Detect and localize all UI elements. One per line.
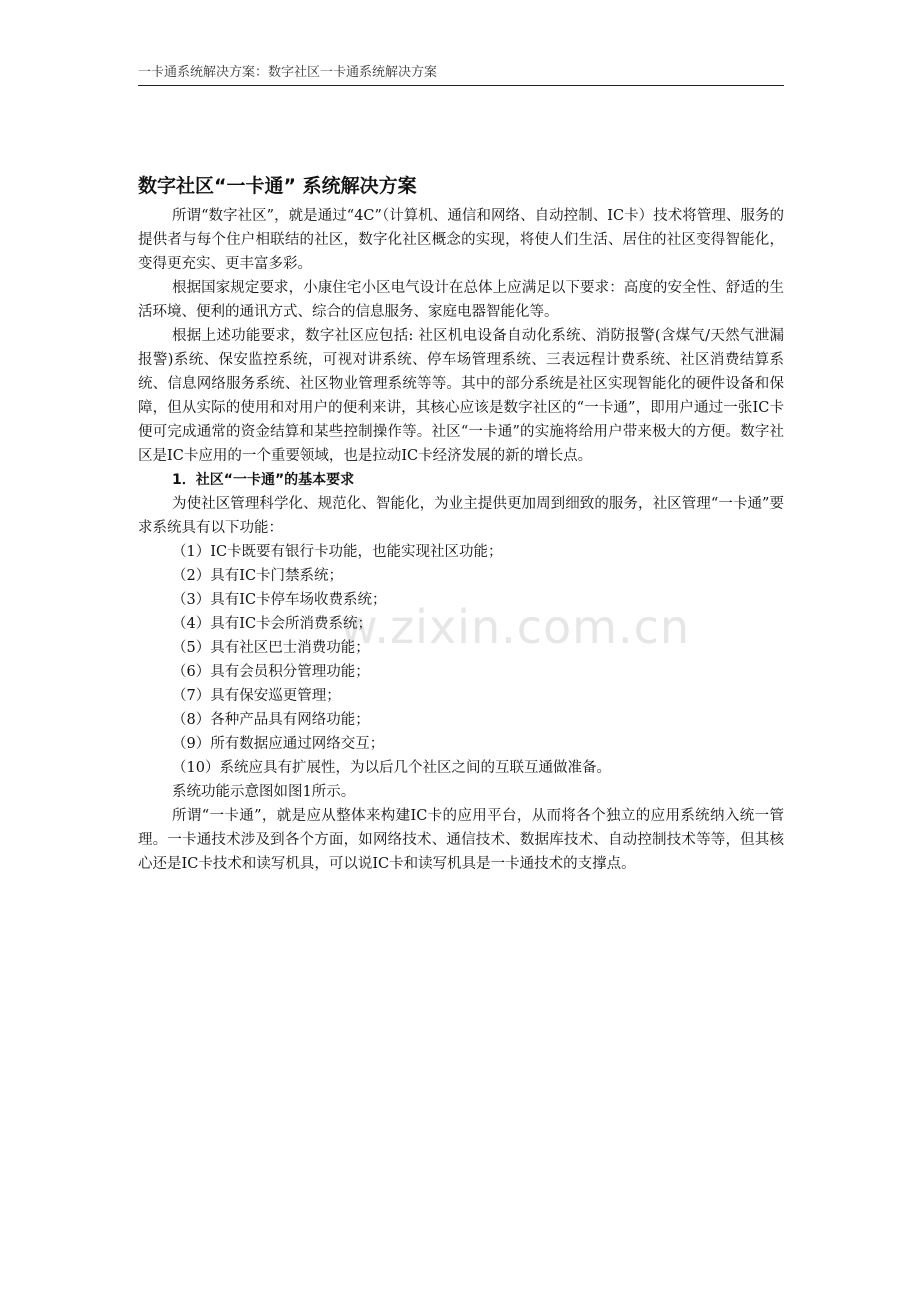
paragraph-one-card-definition: 所谓“一卡通”，就是应从整体来构建IC卡的应用平台，从而将各个独立的应用系统纳入统一管理。一卡通技术涉及到各个方面，如网络技术、通信技术、数据库技术、自动控制技术等等，但其核心还是IC卡技术和读写机具，可以说IC卡和读写机具是一卡通技术的支撑点。 <box>138 808 784 872</box>
list-item: （7）具有保安巡更管理； <box>172 688 341 704</box>
list-item: （3）具有IC卡停车场收费系统； <box>172 592 387 608</box>
list-item: （9）所有数据应通过网络交互； <box>172 736 385 752</box>
document-title: 数字社区“一卡通” 系统解决方案 <box>138 175 417 197</box>
list-item: （4）具有IC卡会所消费系统； <box>172 616 373 632</box>
list-item: （2）具有IC卡门禁系统； <box>172 568 344 584</box>
list-item: （5）具有社区巴士消费功能； <box>172 640 370 656</box>
paragraph-systems: 根据上述功能要求，数字社区应包括: 社区机电设备自动化系统、消防报警(含煤气/天然气泄漏报警)系统、保安监控系统，可视对讲系统、停车场管理系统、三表远程计费系统、社区消费结算系统、信息网络服务系统、社区物业管理系统等等。其中的部分系统是社区实现智能化的硬件设备和保障，但从实际的使用和对用户的便利来讲，其核心应该是数字社区的“一卡通”，即用户通过一张IC卡便可完成通常的资金结算和某些控制操作等。社区“一卡通”的实施将给用户带来极大的方便。数字社区是IC卡应用的一个重要领域，也是拉动IC卡经济发展的新的增长点。 <box>138 328 784 464</box>
paragraph-figure-reference: 系统功能示意图如图1所示。 <box>172 784 356 800</box>
watermark: w.zixin.com.cn <box>340 600 691 654</box>
list-item: （1）IC卡既要有银行卡功能，也能实现社区功能； <box>172 544 503 560</box>
document-body <box>138 170 784 876</box>
list-item: （10）系统应具有扩展性，为以后几个社区之间的互联互通做准备。 <box>172 760 611 776</box>
section-heading-basic-requirements: 1．社区“一卡通”的基本要求 <box>172 472 355 488</box>
paragraph-requirements: 根据国家规定要求，小康住宅小区电气设计在总体上应满足以下要求：高度的安全性、舒适的生活环境、便利的通讯方式、综合的信息服务、家庭电器智能化等。 <box>138 280 784 320</box>
paragraph-intro: 所谓“数字社区”，就是通过“4C”（计算机、通信和网络、自动控制、IC卡）技术将管理、服务的提供者与每个住户相联结的社区，数字化社区概念的实现，将使人们生活、居住的社区变得智能化，变得更充实、更丰富多彩。 <box>138 208 784 272</box>
paragraph-functions-intro: 为使社区管理科学化、规范化、智能化，为业主提供更加周到细致的服务，社区管理“一卡通”要求系统具有以下功能： <box>138 496 784 536</box>
page-header: 一卡通系统解决方案：数字社区一卡通系统解决方案 <box>138 64 784 86</box>
list-item: （8）各种产品具有网络功能； <box>172 712 370 728</box>
list-item: （6）具有会员积分管理功能； <box>172 664 370 680</box>
